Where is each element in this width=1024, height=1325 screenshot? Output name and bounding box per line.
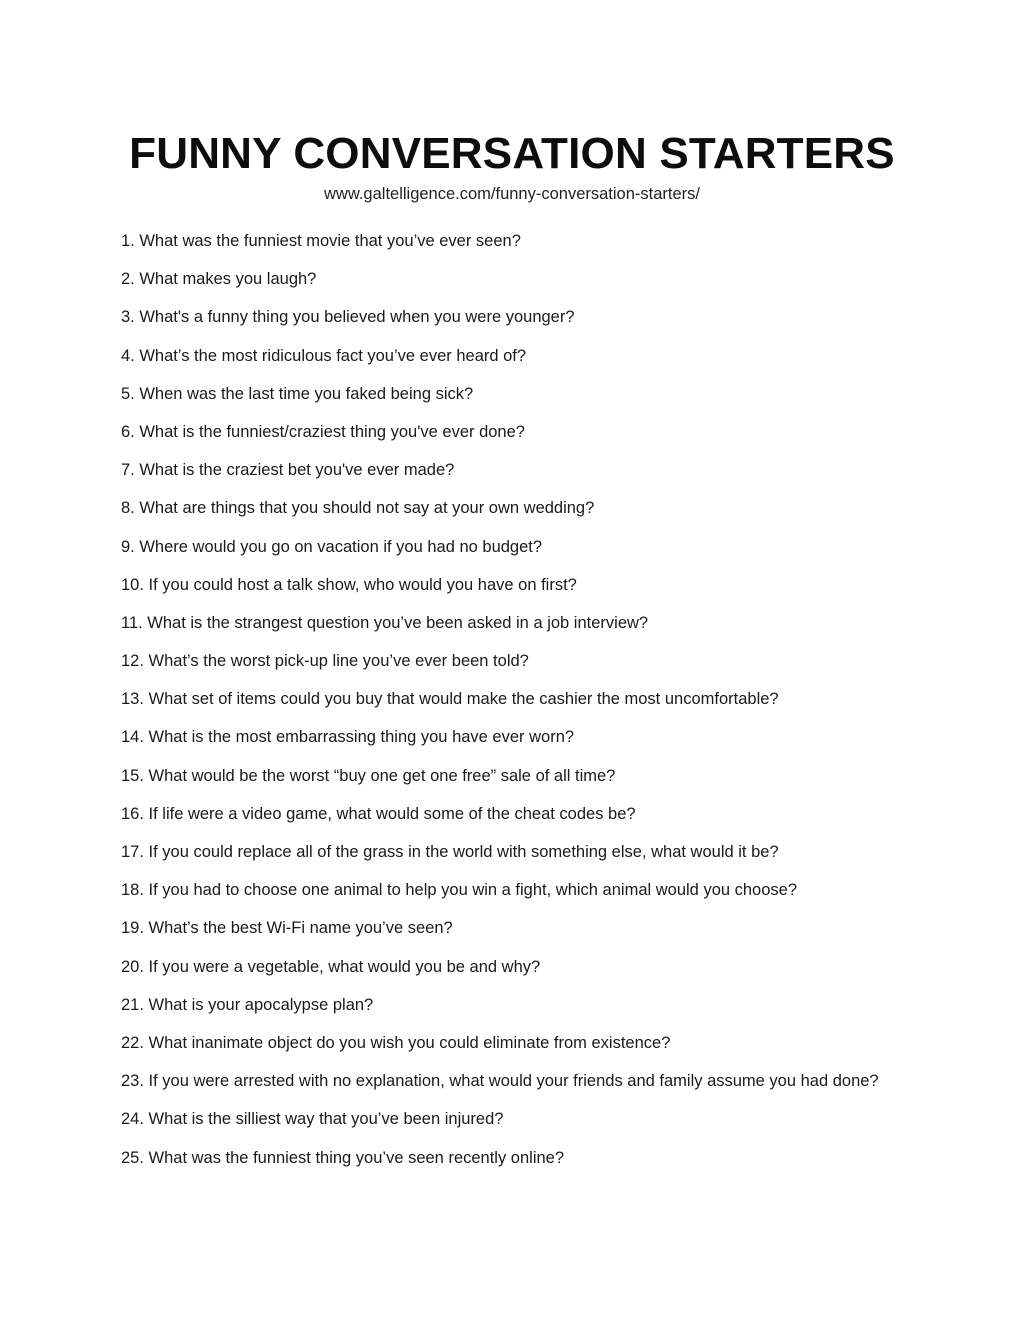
list-item: 5. When was the last time you faked being sick? xyxy=(121,384,474,403)
page-title: FUNNY CONVERSATION STARTERS xyxy=(129,129,895,178)
list-item: 19. What’s the best Wi-Fi name you’ve seen? xyxy=(121,919,453,938)
question-list xyxy=(121,230,981,1185)
list-item: 13. What set of items could you buy that would make the cashier the most uncomfortable? xyxy=(121,690,779,709)
list-item: 6. What is the funniest/craziest thing you've ever done? xyxy=(121,422,525,441)
list-item: 20. If you were a vegetable, what would you be and why? xyxy=(121,957,541,976)
list-item: 7. What is the craziest bet you've ever made? xyxy=(121,461,455,480)
list-item: 15. What would be the worst “buy one get one free” sale of all time? xyxy=(121,766,616,785)
list-item: 17. If you could replace all of the grass in the world with something else, what would it be? xyxy=(121,843,779,861)
list-item: 14. What is the most embarrassing thing you have ever worn? xyxy=(121,728,575,747)
list-item: 24. What is the silliest way that you’ve been injured? xyxy=(121,1110,504,1129)
list-item: 12. What’s the worst pick-up line you’ve ever been told? xyxy=(121,652,529,671)
list-item: 22. What inanimate object do you wish you could eliminate from existence? xyxy=(121,1033,671,1052)
list-item: 25. What was the funniest thing you’ve seen recently online? xyxy=(121,1148,565,1167)
list-item: 18. If you had to choose one animal to help you win a fight, which animal would you choose? xyxy=(121,881,798,900)
list-item: 3. What's a funny thing you believed when you were younger? xyxy=(121,308,575,327)
list-item: 23. If you were arrested with no explanation, what would your friends and family assume you had done? xyxy=(121,1072,879,1091)
list-item: 11. What is the strangest question you’ve been asked in a job interview? xyxy=(121,613,649,632)
list-item: 1. What was the funniest movie that you’ve ever seen? xyxy=(121,232,521,250)
list-item: 2. What makes you laugh? xyxy=(121,270,317,289)
list-item: 4. What’s the most ridiculous fact you’ve ever heard of? xyxy=(121,346,527,365)
source-url: www.galtelligence.com/funny-conversation-starters/ xyxy=(324,185,700,203)
list-item: 8. What are things that you should not say at your own wedding? xyxy=(121,499,595,518)
list-item: 16. If life were a video game, what would some of the cheat codes be? xyxy=(121,804,636,823)
list-item: 10. If you could host a talk show, who would you have on first? xyxy=(121,575,577,594)
list-item: 9. Where would you go on vacation if you had no budget? xyxy=(121,537,543,556)
list-item: 21. What is your apocalypse plan? xyxy=(121,995,374,1014)
